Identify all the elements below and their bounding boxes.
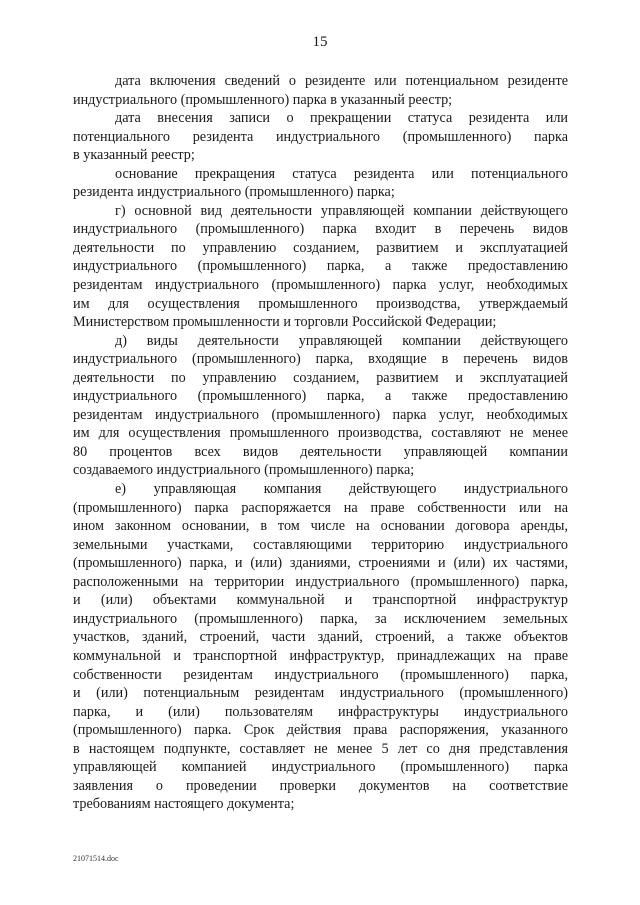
- text-line: 80 процентов всех видов деятельности управляющей компании: [73, 443, 568, 460]
- text-line: потенциального резидента индустриального (промышленного) парка: [73, 128, 568, 145]
- text-line: дата включения сведений о резиденте или потенциальном резиденте: [115, 73, 568, 89]
- text-line: резидента индустриального (промышленного) парка;: [73, 184, 395, 201]
- text-line: земельными участками, составляющими территорию индустриального: [73, 536, 568, 553]
- text-line: и (или) объектами коммунальной и транспортной инфраструктур: [73, 592, 568, 609]
- text-line: заявления о проведении проверки документов на соответствие: [73, 777, 568, 794]
- text-line: резидентам индустриального (промышленного) парка услуг, необходимых: [73, 277, 568, 294]
- text-line: коммунальной и транспортной инфраструктур, принадлежащих на праве: [73, 647, 568, 664]
- text-line: управляющей компанией индустриального (промышленного) парка: [73, 759, 568, 776]
- text-line: деятельности по управлению созданием, развитием и эксплуатацией: [73, 369, 568, 386]
- text-line: парка, и (или) пользователям инфраструктуры индустриального: [73, 703, 568, 720]
- text-line: требованиям настоящего документа;: [73, 796, 295, 813]
- text-line: деятельности по управлению созданием, развитием и эксплуатацией: [73, 239, 568, 256]
- text-line: г) основной вид деятельности управляющей компании действующего: [115, 202, 568, 219]
- text-line: индустриального (промышленного) парка, а также предоставлению: [73, 388, 568, 405]
- text-line: (промышленного) парка. Срок действия права распоряжения, указанного: [73, 722, 568, 739]
- text-line: расположенными на территории индустриального (промышленного) парка,: [73, 573, 568, 590]
- text-line: в настоящем подпункте, составляет не менее 5 лет со дня представления: [73, 740, 568, 757]
- text-line: (промышленного) парка распоряжается на праве собственности или на: [73, 499, 568, 516]
- text-line: индустриального (промышленного) парка, а также предоставлению: [73, 258, 568, 275]
- text-line: основание прекращения статуса резидента или потенциального: [115, 165, 568, 182]
- text-line: и (или) потенциальным резидентам индустриального (промышленного): [73, 685, 568, 702]
- text-line: создаваемого индустриального (промышленного) парка;: [73, 462, 415, 479]
- text-line: собственности резидентам индустриального (промышленного) парка,: [73, 666, 568, 683]
- text-line: Министерством промышленности и торговли Российской Федерации;: [73, 314, 497, 331]
- document-filename: 21071514.doc: [73, 854, 119, 863]
- text-line: им для осуществления промышленного производства, утверждаемый: [73, 295, 568, 312]
- text-line: им для осуществления промышленного производства, составляют не менее: [73, 425, 568, 442]
- text-line: е) управляющая компания действующего индустриального: [115, 481, 568, 498]
- text-line: ином законном основании, в том числе на основании договора аренды,: [73, 518, 568, 535]
- text-line: резидентам индустриального (промышленного) парка услуг, необходимых: [73, 406, 568, 423]
- page-number: 15: [312, 34, 328, 50]
- document-body: [73, 72, 568, 814]
- text-line: в указанный реестр;: [73, 147, 195, 164]
- text-line: индустриального (промышленного) парка в указанный реестр;: [73, 91, 453, 108]
- text-line: дата внесения записи о прекращении статуса резидента или: [115, 110, 568, 127]
- text-line: д) виды деятельности управляющей компании действующего: [115, 332, 568, 349]
- text-line: (промышленного) парка, и (или) зданиями, строениями и (или) их частями,: [73, 555, 568, 572]
- text-line: индустриального (промышленного) парка входит в перечень видов: [73, 221, 568, 238]
- text-line: участков, зданий, строений, части зданий, строений, а также объектов: [73, 629, 568, 646]
- text-line: индустриального (промышленного) парка, за исключением земельных: [73, 610, 568, 627]
- text-line: индустриального (промышленного) парка, входящие в перечень видов: [73, 351, 568, 368]
